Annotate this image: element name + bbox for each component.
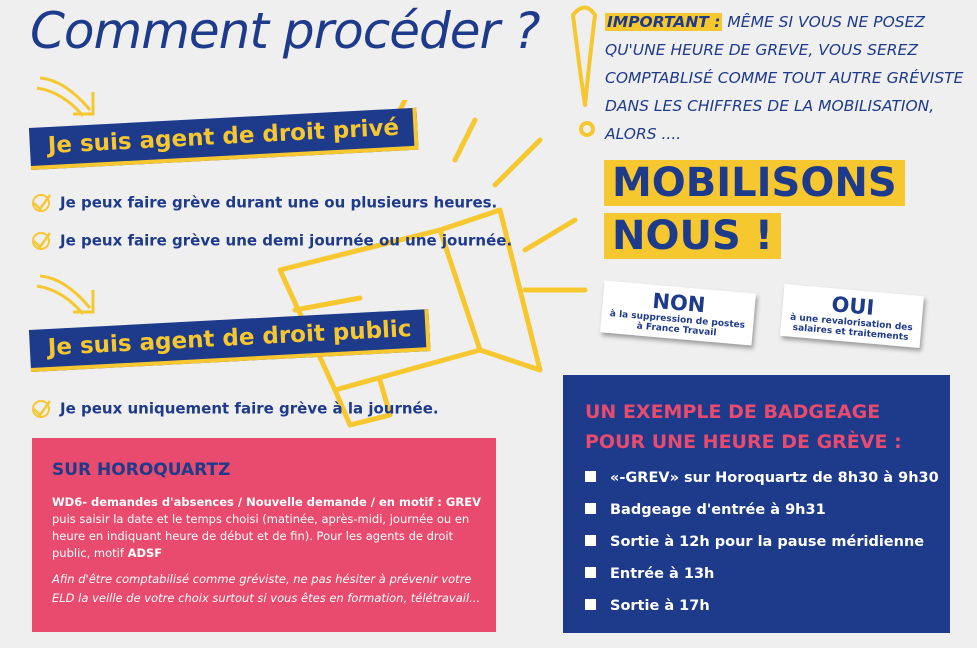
important-notice [605, 8, 965, 148]
list-item-text: «-GREV» sur Horoquartz de 8h30 à 9h30 [610, 470, 939, 486]
sign-oui [780, 284, 924, 348]
list-item-text: Badgeage d'entrée à 9h31 [610, 502, 826, 518]
list-item-text: Je peux uniquement faire grève à la journée. [60, 399, 439, 418]
banner-droit-prive: Je suis agent de droit privé [29, 108, 418, 170]
important-text: MÊME SI VOUS NE POSEZ QU'UNE HEURE DE GREVE, VOUS SEREZ COMPTABLISÉ COMME TOUT AUTRE GRÉVISTE DANS LES CHIFFRES DE LA MOBILISATION, ALORS .... [605, 13, 964, 143]
bullet-square-icon [585, 471, 596, 482]
list-item [585, 595, 939, 627]
mobilisons-line-2: NOUS ! [604, 213, 781, 259]
list-item-text: Je peux faire grève une demi journée ou une journée. [60, 231, 513, 250]
important-label: IMPORTANT : [607, 13, 721, 31]
list-item-text: Je peux faire grève durant une ou plusieurs heures. [60, 193, 498, 212]
list-item [585, 499, 939, 531]
list-item-text: Sortie à 17h [610, 598, 710, 614]
check-icon [30, 192, 52, 214]
horoquartz-note: Afin d'être comptabilisé comme gréviste, ne pas hésiter à prévenir votre ELD la veille de votre choix surtout si vous êtes en formation, télétravail... [52, 572, 481, 605]
list-item [585, 531, 939, 563]
mobilisons-line-1: MOBILISONS [604, 160, 905, 206]
horoquartz-box [32, 438, 496, 632]
sign-non-text: à la suppression de postes à France Travail [609, 309, 746, 339]
bullet-square-icon [585, 599, 596, 610]
sign-oui-text: à une revalorisation des salaires et traitements [789, 312, 914, 343]
exemple-title-line-2: POUR UNE HEURE DE GRÈVE : [585, 431, 902, 453]
arrow-down-right-icon [35, 268, 110, 323]
sign-non-title: NON [651, 288, 707, 318]
list-item-text: Sortie à 12h pour la pause méridienne [610, 534, 925, 550]
horoquartz-instructions [52, 494, 492, 562]
check-icon [30, 230, 52, 252]
exemple-list [585, 467, 939, 627]
bullet-square-icon [585, 535, 596, 546]
exemple-title [585, 397, 902, 457]
arrow-down-right-icon [35, 70, 110, 125]
list-item [30, 192, 497, 214]
list-item [585, 467, 939, 499]
list-item [30, 230, 512, 252]
horoquartz-path: WD6- demandes d'absences / Nouvelle demande / en motif : GREV [52, 495, 481, 509]
sign-non [600, 280, 756, 345]
horoquartz-motif: ADSF [127, 546, 163, 560]
list-item [585, 563, 939, 595]
exclamation-icon [565, 5, 605, 140]
check-icon [30, 398, 52, 420]
exemple-title-line-1: UN EXEMPLE DE BADGEAGE [585, 401, 881, 423]
bullet-square-icon [585, 503, 596, 514]
exemple-badgeage-box [563, 375, 950, 633]
page-title: Comment procéder ? [30, 2, 540, 60]
sign-oui-title: OUI [830, 292, 876, 320]
bullet-square-icon [585, 567, 596, 578]
list-item [30, 398, 439, 420]
horoquartz-title: SUR HOROQUARTZ [52, 460, 231, 480]
horoquartz-details: puis saisir la date et le temps choisi (matinée, après-midi, journée ou en heure en indiquant heure de début et de fin). Pour les agents de droit public, motif [52, 512, 470, 560]
list-item-text: Entrée à 13h [610, 566, 715, 582]
banner-droit-public: Je suis agent de droit public [29, 309, 431, 372]
